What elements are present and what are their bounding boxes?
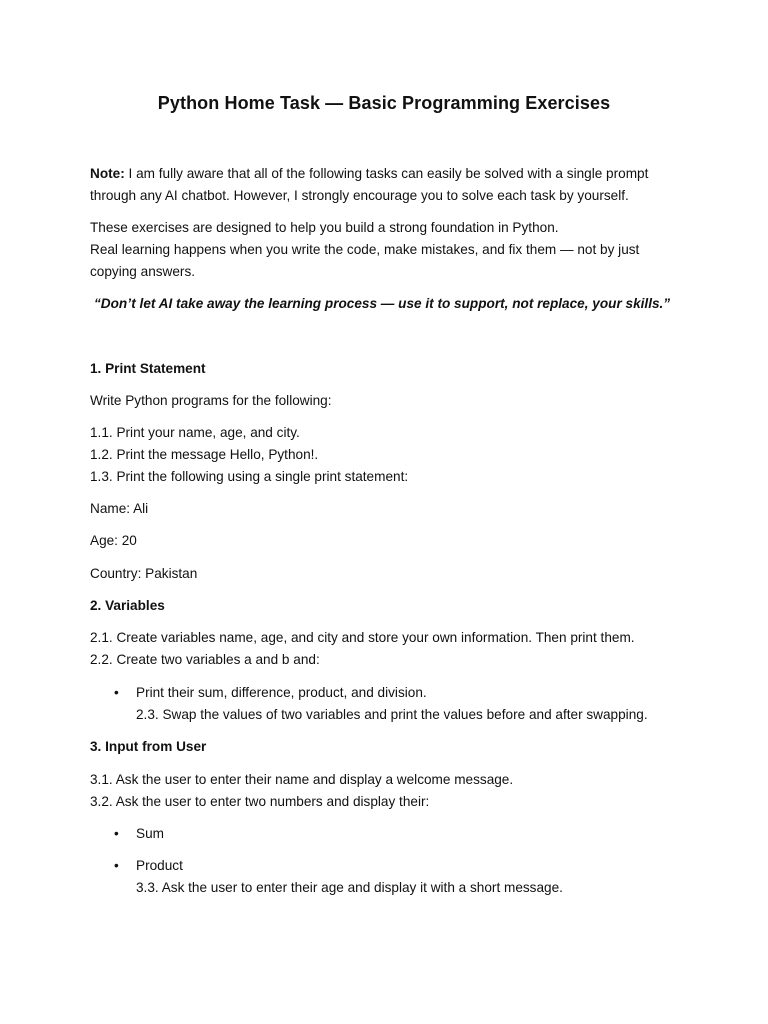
- quote: “Don’t let AI take away the learning process — use it to support, not replace, your skills.”: [94, 296, 671, 311]
- section-2-item-2: 2.2. Create two variables a and b and:: [90, 652, 320, 667]
- intro-line-2: Real learning happens when you write the code, make mistakes, and fix them — not by just: [90, 242, 640, 257]
- section-2-item-3: 2.3. Swap the values of two variables and print the values before and after swapping.: [136, 707, 648, 722]
- sample-name: Name: Ali: [90, 501, 149, 516]
- section-3-bullet-2: Product: [136, 858, 183, 873]
- section-2-heading: 2. Variables: [90, 598, 165, 613]
- note-label: Note:: [90, 166, 125, 181]
- bullet-icon: •: [114, 858, 119, 873]
- note-text-1: I am fully aware that all of the following tasks can easily be solved with a single prompt: [124, 166, 649, 181]
- section-2-bullet-1: Print their sum, difference, product, and division.: [136, 685, 427, 700]
- section-1-intro: Write Python programs for the following:: [90, 393, 332, 408]
- section-2-item-1: 2.1. Create variables name, age, and city and store your own information. Then print them.: [90, 630, 635, 645]
- section-3-item-2: 3.2. Ask the user to enter two numbers and display their:: [90, 794, 430, 809]
- note-line-1: [90, 165, 648, 183]
- section-3-heading: 3. Input from User: [90, 739, 207, 754]
- intro-line-1: These exercises are designed to help you build a strong foundation in Python.: [90, 220, 559, 235]
- sample-age: Age: 20: [90, 533, 137, 548]
- section-1-item-3: 1.3. Print the following using a single print statement:: [90, 469, 409, 484]
- bullet-icon: •: [114, 826, 119, 841]
- sample-country: Country: Pakistan: [90, 566, 198, 581]
- document-title: Python Home Task — Basic Programming Exercises: [157, 93, 611, 113]
- section-3-item-3: 3.3. Ask the user to enter their age and display it with a short message.: [136, 880, 563, 895]
- section-3-item-1: 3.1. Ask the user to enter their name and display a welcome message.: [90, 772, 514, 787]
- section-1-heading: 1. Print Statement: [90, 361, 206, 376]
- intro-line-3: copying answers.: [90, 264, 196, 279]
- section-3-bullet-1: Sum: [136, 826, 164, 841]
- note-line-2: through any AI chatbot. However, I strongly encourage you to solve each task by yourself.: [90, 188, 629, 203]
- section-1-item-2: 1.2. Print the message Hello, Python!.: [90, 447, 319, 462]
- section-1-item-1: 1.1. Print your name, age, and city.: [90, 425, 300, 440]
- bullet-icon: •: [114, 685, 119, 700]
